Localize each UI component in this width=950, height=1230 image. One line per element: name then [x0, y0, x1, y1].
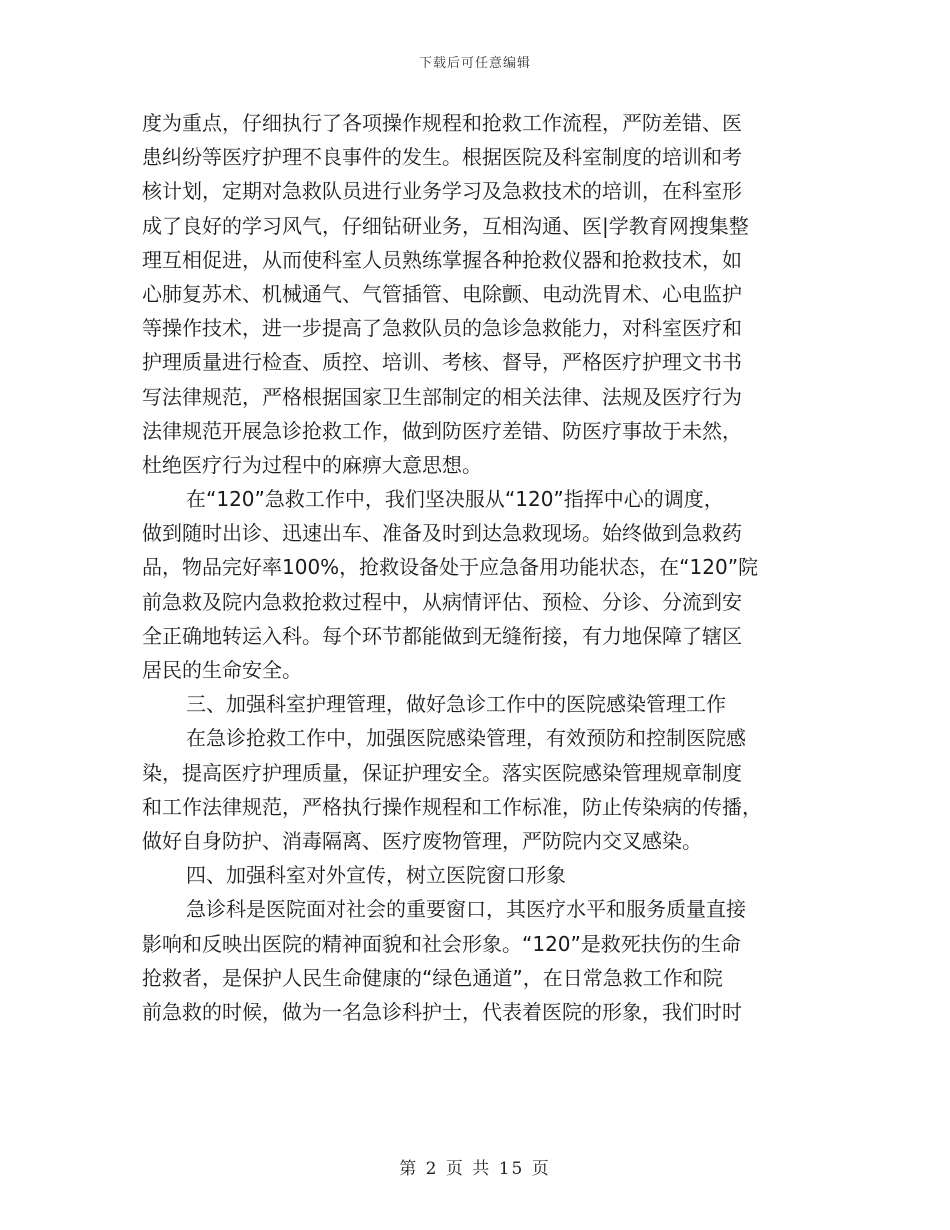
text-line: 法律规范开展急诊抢救工作，做到防医疗差错、防医疗事故于未然，	[142, 418, 742, 443]
text-line: 做好自身防护、消毒隔离、医疗废物管理，严防院内交叉感染。	[142, 828, 702, 853]
text-line: 心肺复苏术、机械通气、气管插管、电除颤、电动洗胃术、心电监护	[142, 281, 742, 306]
text-line: 前急救及院内急救抢救过程中，从病情评估、预检、分诊、分流到安	[142, 589, 742, 614]
text-line: 核计划，定期对急救队员进行业务学习及急救技术的培训，在科室形	[142, 179, 742, 204]
paragraph-start-line: 在急诊抢救工作中，加强医院感染管理，有效预防和控制医院感	[186, 726, 746, 751]
text-line: 和工作法律规范，严格执行操作规程和工作标准，防止传染病的传播，	[142, 794, 762, 819]
text-line: 理互相促进，从而使科室人员熟练掌握各种抢救仪器和抢救技术，如	[142, 247, 742, 272]
text-line: 护理质量进行检查、质控、培训、考核、督导，严格医疗护理文书书	[142, 350, 742, 375]
text-line: 全正确地转运入科。每个环节都能做到无缝衔接，有力地保障了辖区	[142, 623, 742, 648]
section-heading: 三、加强科室护理管理，做好急诊工作中的医院感染管理工作	[186, 692, 726, 717]
text-line: 抢救者，是保护人民生命健康的“绿色通道”，在日常急救工作和院	[142, 965, 723, 990]
text-line: 杜绝医疗行为过程中的麻痹大意思想。	[142, 452, 482, 477]
document-body	[142, 106, 810, 1029]
header-note: 下载后可任意编辑	[418, 56, 531, 71]
text-line: 成了良好的学习风气，仔细钻研业务，互相沟通、医|学教育网搜集整	[142, 213, 749, 238]
text-line: 写法律规范，严格根据国家卫生部制定的相关法律、法规及医疗行为	[142, 384, 742, 409]
text-line: 做到随时出诊、迅速出车、准备及时到达急救现场。始终做到急救药	[142, 521, 742, 546]
text-line: 患纠纷等医疗护理不良事件的发生。根据医院及科室制度的培训和考	[142, 145, 742, 170]
text-line: 影响和反映出医院的精神面貌和社会形象。“120”是救死扶伤的生命	[142, 931, 741, 956]
text-line: 前急救的时候，做为一名急诊科护士，代表着医院的形象，我们时时	[142, 999, 742, 1024]
text-line: 居民的生命安全。	[142, 658, 302, 682]
text-line: 染，提高医疗护理质量，保证护理安全。落实医院感染管理规章制度	[142, 760, 742, 785]
text-line: 等操作技术，进一步提高了急救队员的急诊急救能力，对科室医疗和	[142, 316, 742, 341]
text-line: 品，物品完好率100%，抢救设备处于应急备用功能状态，在“120”院	[142, 555, 759, 580]
paragraph-start-line: 急诊科是医院面对社会的重要窗口，其医疗水平和服务质量直接	[186, 897, 746, 922]
text-line: 度为重点，仔细执行了各项操作规程和抢救工作流程，严防差错、医	[142, 111, 742, 135]
page-footer: 第 2 页 共 15 页	[399, 1159, 551, 1179]
section-heading: 四、加强科室对外宣传，树立医院窗口形象	[186, 863, 566, 888]
paragraph-start-line: 在“120”急救工作中，我们坚决服从“120”指挥中心的调度，	[186, 487, 724, 512]
